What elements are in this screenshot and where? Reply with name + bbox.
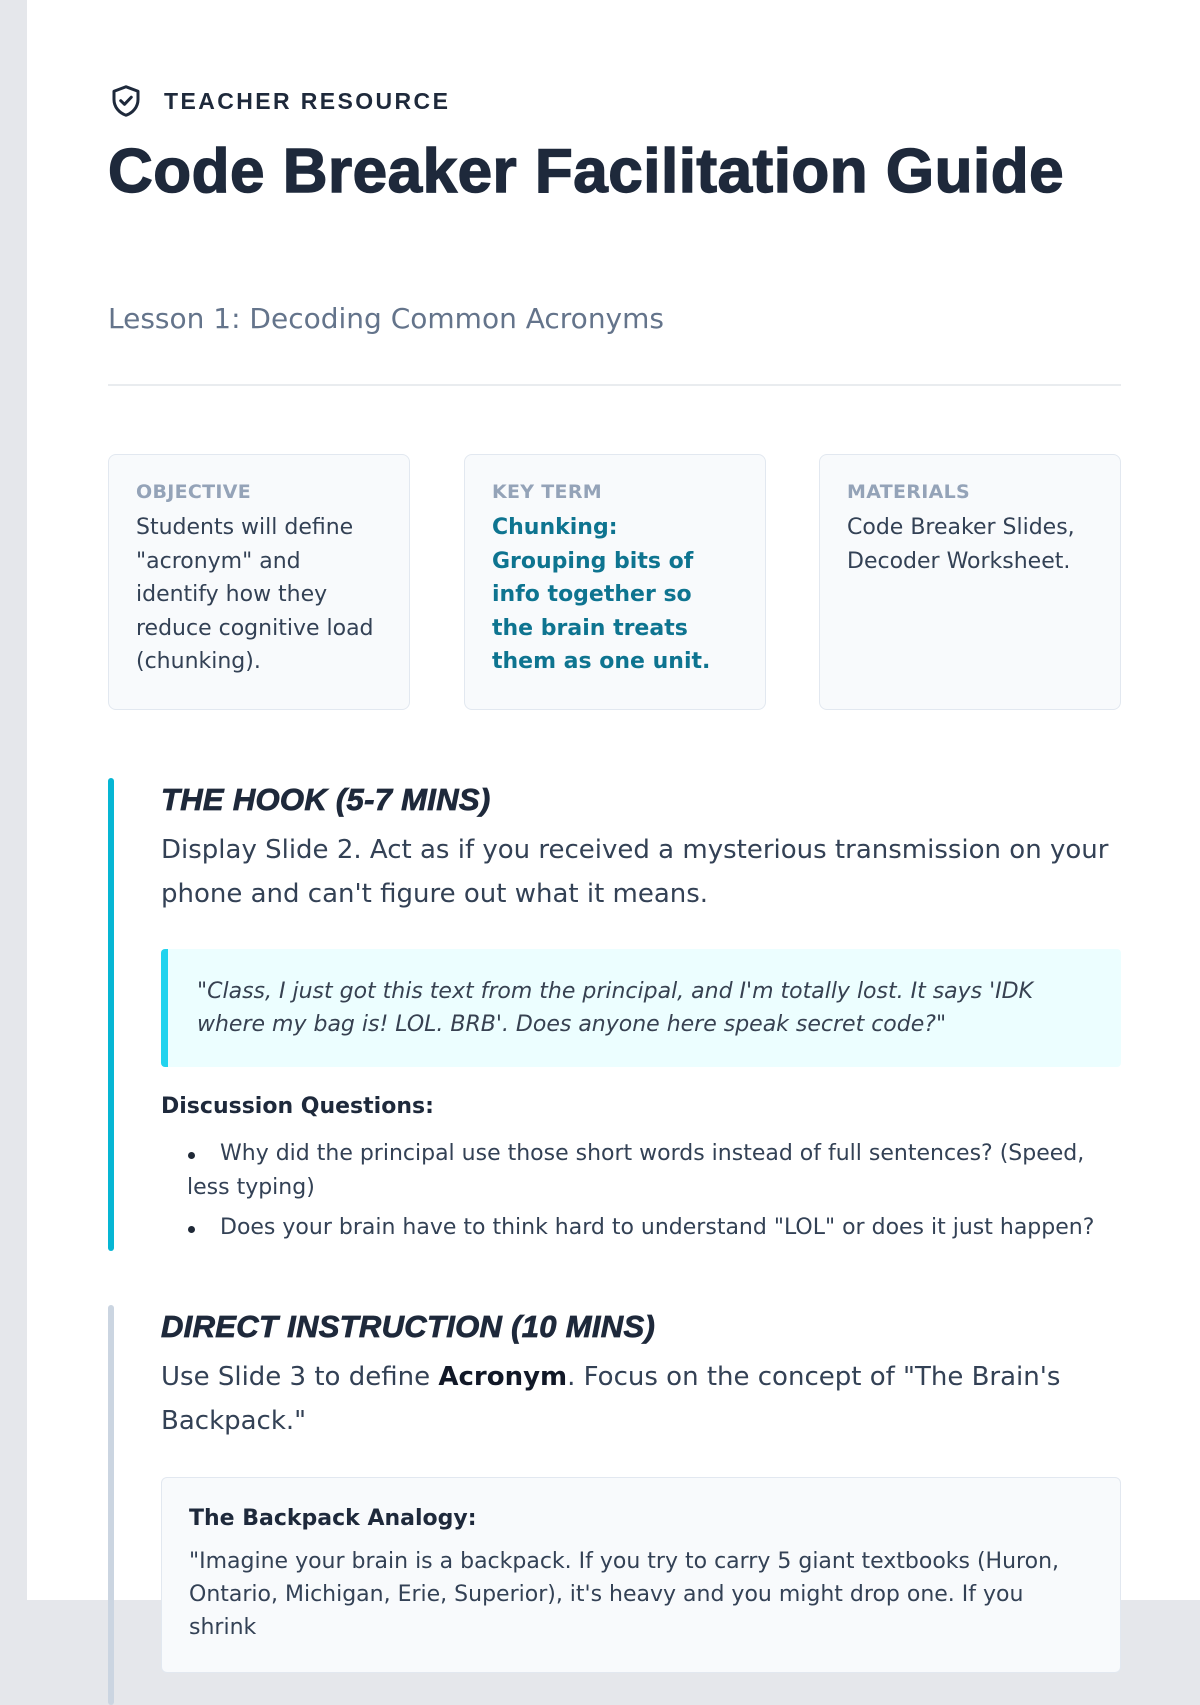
key-term-label: KEY TERM — [492, 481, 602, 503]
analogy-text: "Imagine your brain is a backpack. If you try to carry 5 giant textbooks (Huron, Ontario, Michigan, Erie, Superior), it's heavy and you might drop one. If you shrink — [189, 1549, 1059, 1640]
materials-card — [819, 454, 1121, 710]
discussion-questions-list — [161, 1137, 1121, 1245]
key-term-card — [464, 454, 766, 710]
hook-body: Display Slide 2. Act as if you received a mysterious transmission on your phone and can't figure out what it means. — [161, 835, 1109, 909]
backpack-analogy-box — [161, 1477, 1121, 1673]
materials-text: Code Breaker Slides, Decoder Worksheet. — [847, 515, 1075, 574]
analogy-title: The Backpack Analogy: — [189, 1506, 477, 1531]
list-item: Why did the principal use those short words instead of full sentences? (Speed, less typing) — [161, 1137, 1121, 1205]
page-title: Code Breaker Facilitation Guide — [108, 137, 1065, 206]
objective-card — [108, 454, 410, 710]
hook-quote: "Class, I just got this text from the principal, and I'm totally lost. It says 'IDK where my bag is! LOL. BRB'. Does anyone here speak secret code?" — [161, 949, 1121, 1067]
header-divider — [108, 384, 1121, 386]
page-subtitle: Lesson 1: Decoding Common Acronyms — [108, 302, 664, 335]
instruction-body-pre: Use Slide 3 to define — [161, 1362, 439, 1392]
key-term-text: Chunking: Grouping bits of info together so the brain treats them as one unit. — [492, 515, 711, 674]
acronym-term: Acronym — [438, 1362, 568, 1392]
instruction-body — [161, 1355, 1121, 1443]
instruction-title: DIRECT INSTRUCTION (10 MINS) — [161, 1309, 656, 1344]
eyebrow-label: TEACHER RESOURCE — [164, 87, 451, 114]
hook-title: THE HOOK (5-7 MINS) — [161, 782, 491, 817]
shield-check-icon — [108, 82, 144, 120]
discussion-questions-title: Discussion Questions: — [161, 1094, 434, 1119]
materials-label: MATERIALS — [847, 481, 970, 503]
eyebrow — [108, 82, 450, 120]
hook-section — [108, 778, 1121, 1251]
instruction-body-post: . Focus on the concept of "The Brain's Backpack." — [161, 1362, 1061, 1436]
document-page — [27, 0, 1200, 1640]
objective-text: Students will define "acronym" and identify how they reduce cognitive load (chunking). — [136, 515, 374, 674]
objective-label: OBJECTIVE — [136, 481, 252, 503]
instruction-section — [108, 1305, 1121, 1705]
list-item: Does your brain have to think hard to understand "LOL" or does it just happen? — [161, 1211, 1121, 1245]
